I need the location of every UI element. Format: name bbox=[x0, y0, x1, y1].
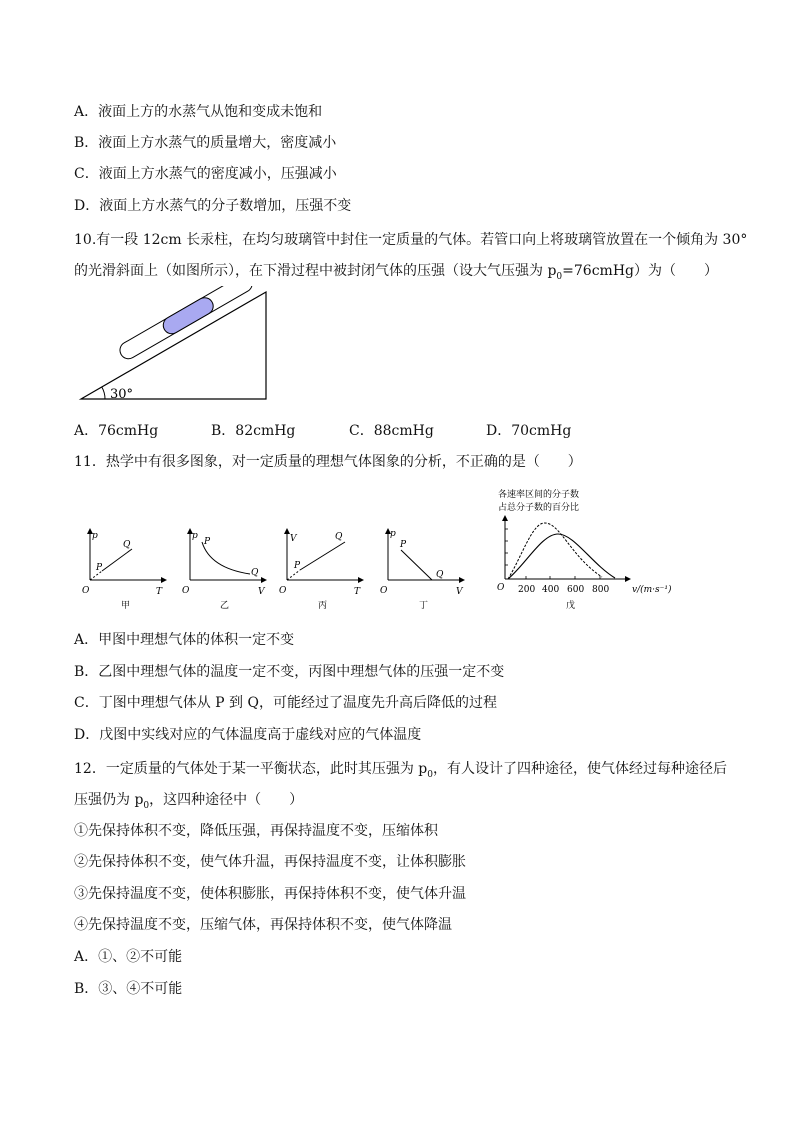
graph-bing-origin: O bbox=[279, 586, 287, 596]
angle-label: 30° bbox=[110, 387, 134, 402]
q9-option-c: C．液面上方水蒸气的密度减小，压强减小 bbox=[74, 166, 337, 182]
graph-wu-solid-curve bbox=[508, 534, 615, 579]
graph-yi-point-p: P bbox=[204, 537, 211, 547]
graph-wu-origin: O bbox=[497, 583, 505, 593]
graph-jia-y-label: p bbox=[92, 531, 98, 541]
graph-ding-caption: 丁 bbox=[419, 601, 429, 611]
graph-yi-origin: O bbox=[182, 586, 190, 596]
graph-ding-point-p: P bbox=[400, 540, 407, 550]
q12-path-2: ②先保持体积不变，使气体升温，再保持温度不变，让体积膨胀 bbox=[74, 854, 466, 870]
q11-stem: 11．热学中有很多图象，对一定质量的理想气体图象的分析，不正确的是（ ） bbox=[74, 454, 582, 470]
graph-bing-x-label: T bbox=[354, 587, 361, 597]
graph-yi-y-label: p bbox=[192, 531, 198, 541]
q12-stem-line2: 压强仍为 $p_0$，这四种途径中（ ） bbox=[74, 792, 304, 811]
graph-yi bbox=[182, 529, 266, 611]
q10-option-c: C．88cmHg bbox=[349, 423, 434, 439]
q9-option-d: D．液面上方水蒸气的分子数增加，压强不变 bbox=[74, 198, 352, 214]
q12-path-1: ①先保持体积不变，降低压强，再保持温度不变，压缩体积 bbox=[74, 823, 438, 839]
q11-option-d: D．戊图中实线对应的气体温度高于虚线对应的气体温度 bbox=[74, 727, 422, 743]
graph-ding-y-label: p bbox=[390, 529, 396, 539]
graph-ding-origin: O bbox=[380, 586, 388, 596]
graph-jia-x-label: T bbox=[156, 587, 163, 597]
q10-option-d: D．70cmHg bbox=[486, 423, 572, 439]
graph-jia-point-q: Q bbox=[123, 540, 131, 550]
graph-bing-point-p: P bbox=[294, 561, 301, 571]
graph-wu-tick-400: 400 bbox=[542, 585, 560, 595]
graph-bing-y-label: V bbox=[290, 534, 297, 544]
graph-ding-x-label: V bbox=[456, 587, 463, 597]
graph-wu bbox=[497, 488, 672, 611]
graph-wu-x-label: v/(m·s⁻¹) bbox=[632, 585, 672, 595]
q12-path-4: ④先保持温度不变，压缩气体，再保持体积不变，使气体降温 bbox=[74, 917, 452, 933]
graph-ding bbox=[380, 529, 464, 611]
graph-jia bbox=[82, 529, 166, 611]
graph-jia-caption: 甲 bbox=[121, 601, 131, 611]
graph-wu-title-line1: 各速率区间的分子数 bbox=[498, 490, 580, 500]
q9-option-a: A．液面上方的水蒸气从饱和变成未饱和 bbox=[74, 104, 323, 120]
graph-wu-tick-800: 800 bbox=[592, 585, 610, 595]
graph-yi-x-label: V bbox=[258, 587, 265, 597]
q10-option-b: B．82cmHg bbox=[211, 423, 296, 439]
q11-graphs bbox=[70, 484, 680, 619]
q12-option-b: B．③、④不可能 bbox=[74, 981, 183, 997]
graph-yi-caption: 乙 bbox=[220, 601, 230, 611]
graph-ding-point-q: Q bbox=[436, 570, 444, 580]
q9-option-b: B．液面上方水蒸气的质量增大，密度减小 bbox=[74, 135, 337, 151]
graph-bing-point-q: Q bbox=[335, 532, 343, 542]
graph-wu-tick-200: 200 bbox=[518, 585, 536, 595]
graph-bing-caption: 丙 bbox=[318, 601, 328, 611]
angle-arc bbox=[102, 387, 105, 399]
incline-triangle bbox=[81, 292, 266, 399]
q12-path-3: ③先保持温度不变，使体积膨胀，再保持体积不变，使气体升温 bbox=[74, 886, 466, 902]
graph-bing bbox=[279, 529, 363, 611]
graph-wu-tick-600: 600 bbox=[567, 585, 585, 595]
graph-jia-point-p: P bbox=[96, 563, 103, 573]
graph-yi-point-q: Q bbox=[251, 568, 259, 578]
q11-option-a: A．甲图中理想气体的体积一定不变 bbox=[74, 632, 295, 648]
incline-figure bbox=[76, 286, 276, 406]
graph-wu-dashed-curve bbox=[508, 523, 602, 579]
graph-wu-caption: 戊 bbox=[566, 601, 576, 611]
q11-option-b: B．乙图中理想气体的温度一定不变，丙图中理想气体的压强一定不变 bbox=[74, 664, 505, 680]
q10-stem-line2: 的光滑斜面上（如图所示），在下滑过程中被封闭气体的压强（设大气压强为 $p_0=76cmHg$）为（ ） bbox=[74, 263, 718, 282]
mercury-column bbox=[160, 295, 216, 337]
q11-option-c: C．丁图中理想气体从 P 到 Q，可能经过了温度先升高后降低的过程 bbox=[74, 695, 497, 711]
q12-option-a: A．①、②不可能 bbox=[74, 949, 183, 965]
q12-stem-line1: 12．一定质量的气体处于某一平衡状态，此时其压强为 $p_0$，有人设计了四种途径，使气体经过每种途径后 bbox=[74, 761, 727, 780]
q10-option-a: A．76cmHg bbox=[74, 423, 159, 439]
q10-stem-line1: 10.有一段 12cm 长汞柱，在均匀玻璃管中封住一定质量的气体。若管口向上将玻璃管放置在一个倾角为 30° bbox=[74, 232, 748, 248]
graph-jia-origin: O bbox=[82, 586, 90, 596]
graph-wu-title-line2: 占总分子数的百分比 bbox=[498, 503, 580, 513]
